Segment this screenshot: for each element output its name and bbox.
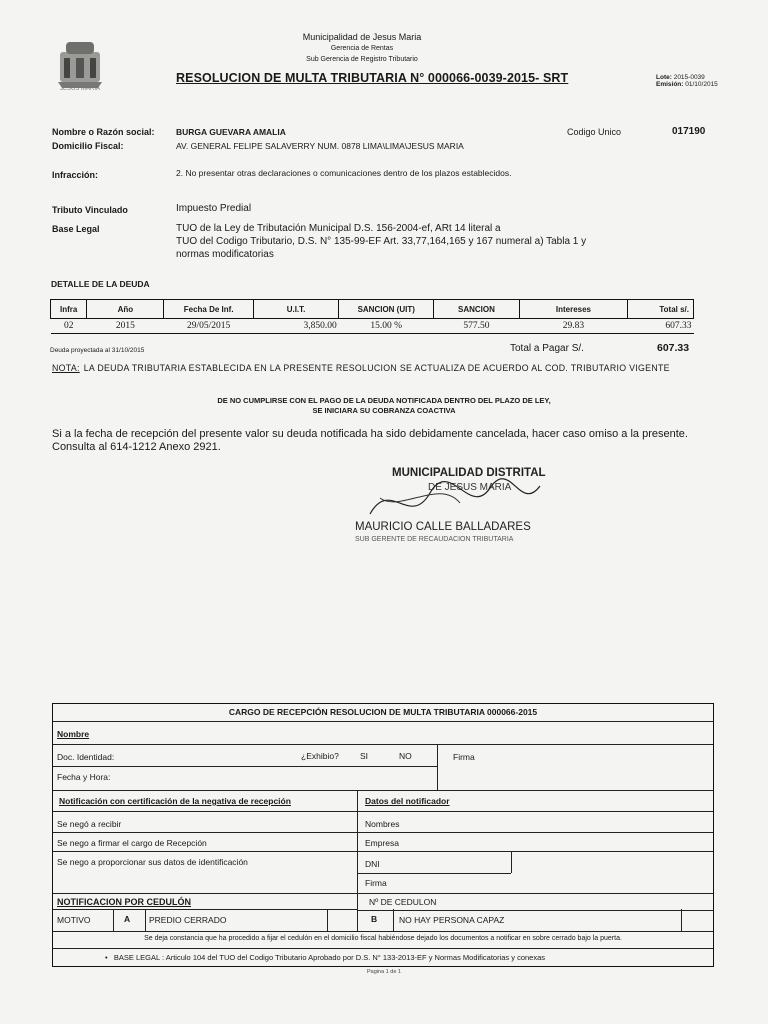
tributo-label: Tributo Vinculado <box>52 205 128 215</box>
total-label: Total a Pagar S/. <box>510 343 584 354</box>
cell-total: 607.33 <box>628 319 694 334</box>
base-legal-label: Base Legal <box>52 224 100 234</box>
table-row <box>51 319 694 334</box>
paid-text: Si a la fecha de recepción del presente valor su deuda notificada ha sido debidamente cancelada, hacer caso omiso a la presente. <box>52 428 688 440</box>
debt-table <box>50 299 694 334</box>
stamp-name: MAURICIO CALLE BALLADARES <box>355 521 531 533</box>
base-legal-footer: • BASE LEGAL : Articulo 104 del TUO del Codigo Tributario Aprobado por D.S. N° 133-2013-EF y Normas Modificatorias y conexas <box>105 953 546 962</box>
emision-value: 01/10/2015 <box>685 81 718 88</box>
notif-title: Notificación con certificación de la negativa de recepción <box>59 796 291 806</box>
office-name: Gerencia de Rentas <box>330 45 394 52</box>
neg-option-3[interactable]: Se nego a proporcionar sus datos de identificación <box>57 857 248 867</box>
col-header: Infra <box>51 300 87 319</box>
address-label: Domicilio Fiscal: <box>52 141 124 151</box>
receipt-form <box>52 703 714 967</box>
predio-cerrado: PREDIO CERRADO <box>149 915 227 925</box>
official-stamp <box>350 458 575 558</box>
no-option[interactable]: NO <box>399 751 412 761</box>
cell-sancion-uit: 15.00 % <box>339 319 434 334</box>
dni-label: DNI <box>365 859 380 869</box>
cell-uit: 3,850.00 <box>253 319 338 334</box>
stamp-line1: MUNICIPALIDAD DISTRITAL <box>392 467 546 479</box>
page-number: Pagina 1 de 1 <box>367 969 401 975</box>
codigo-value: 017190 <box>672 126 706 137</box>
option-b[interactable]: B <box>371 914 378 924</box>
firma-label: Firma <box>453 752 475 762</box>
cell-sancion: 577.50 <box>434 319 519 334</box>
constancia-text: Se deja constancia que ha procedido a fijar el cedulón en el domicilio fiscal habiéndose dejado los documentos a notificar en sobre cerrado bajo la puerta. <box>144 935 622 942</box>
emision-label: Emisión: <box>656 81 684 88</box>
note-paragraph <box>52 362 712 374</box>
base-legal-line: TUO de la Ley de Tributación Municipal D.S. 156-2004-ef, ARt 14 literal a <box>176 223 501 234</box>
doc-label: Doc. Identidad: <box>57 752 115 762</box>
exhibio-label: ¿Exhibio? <box>301 751 339 761</box>
empresa-label: Empresa <box>365 838 400 848</box>
projected-date: Deuda proyectada al 31/10/2015 <box>50 347 145 354</box>
col-header: Total s/. <box>628 300 694 319</box>
fecha-label: Fecha y Hora: <box>57 772 111 782</box>
lote-label: Lote: <box>656 74 672 81</box>
nombre-label: Nombre <box>57 729 90 739</box>
base-legal-line: TUO del Codigo Tributario, D.S. N° 135-99-EF Art. 33,77,164,165 y 167 numeral a) Tabla 1 y <box>176 236 587 247</box>
col-header: U.I.T. <box>253 300 338 319</box>
payment-note <box>52 428 710 454</box>
infraccion-value: 2. No presentar otras declaraciones o comunicaciones dentro de los plazos establecidos. <box>176 168 512 178</box>
firma2-label: Firma <box>365 878 387 888</box>
col-header: SANCION <box>434 300 519 319</box>
col-header: SANCION (UIT) <box>339 300 434 319</box>
infraccion-label: Infracción: <box>52 170 99 180</box>
base-legal-line: normas modificatorias <box>176 249 274 260</box>
note-label: NOTA: <box>52 363 80 373</box>
logo-caption: JESUS MARIA <box>59 86 100 92</box>
debt-section-title: DETALLE DE LA DEUDA <box>51 279 150 289</box>
collection-warning <box>0 396 768 416</box>
name-label: Nombre o Razón social: <box>52 127 155 137</box>
nombres-label: Nombres <box>365 819 400 829</box>
cell-infra: 02 <box>51 319 87 334</box>
note-text: LA DEUDA TRIBUTARIA ESTABLECIDA EN LA PRESENTE RESOLUCION SE ACTUALIZA DE ACUERDO AL COD. TRIBUTARIO VIGENTE <box>83 363 670 373</box>
neg-option-1[interactable]: Se negó a recibir <box>57 819 122 829</box>
base-legal-value <box>176 222 586 261</box>
cedulon-title: NOTIFICACION POR CEDULÓN <box>57 897 191 907</box>
warning-line: SE INICIARA SU COBRANZA COACTIVA <box>312 406 456 415</box>
municipality-name: Municipalidad de Jesus Maria <box>302 32 422 42</box>
stamp-line2: DE JESUS MARIA <box>428 482 512 493</box>
no-hay-persona: NO HAY PERSONA CAPAZ <box>399 915 505 925</box>
address-value: AV. GENERAL FELIPE SALAVERRY NUM. 0878 LIMA\LIMA\JESUS MARIA <box>176 141 464 151</box>
receipt-title: CARGO DE RECEPCIÓN RESOLUCION DE MULTA TRIBUTARIA 000066-2015 <box>228 707 538 717</box>
codigo-label: Codigo Unico <box>567 127 622 137</box>
option-a[interactable]: A <box>124 914 131 924</box>
stamp-role: SUB GERENTE DE RECAUDACION TRIBUTARIA <box>355 536 514 543</box>
tributo-value: Impuesto Predial <box>176 203 252 214</box>
motivo-label: MOTIVO <box>57 915 91 925</box>
lote-info <box>656 74 718 88</box>
debt-header-row <box>51 300 694 319</box>
si-option[interactable]: SI <box>360 751 369 761</box>
cell-interest: 29.83 <box>519 319 628 334</box>
neg-option-2[interactable]: Se nego a firmar el cargo de Recepción <box>57 838 207 848</box>
base-legal-footer-text: BASE LEGAL : Articulo 104 del TUO del Codigo Tributario Aprobado por D.S. N° 133-2013-EF y Normas Modificatorias y conexas <box>113 953 546 962</box>
cedulon-no-label: Nº DE CEDULON <box>369 897 437 907</box>
col-header: Fecha De Inf. <box>164 300 253 319</box>
notificador-title: Datos del notificador <box>365 796 450 806</box>
warning-line: DE NO CUMPLIRSE CON EL PAGO DE LA DEUDA NOTIFICADA DENTRO DEL PLAZO DE LEY, <box>217 396 551 405</box>
consulta-text: Consulta al 614-1212 Anexo 2921. <box>52 441 221 453</box>
total-value: 607.33 <box>657 342 690 354</box>
sub-office-name: Sub Gerencia de Registro Tributario <box>306 56 418 63</box>
lote-value: 2015-0039 <box>673 74 705 81</box>
cell-date: 29/05/2015 <box>164 319 253 334</box>
cell-year: 2015 <box>87 319 164 334</box>
name-value: BURGA GUEVARA AMALIA <box>176 127 286 137</box>
col-header: Año <box>87 300 164 319</box>
document-title: RESOLUCION DE MULTA TRIBUTARIA N° 000066-0039-2015- SRT <box>176 71 569 85</box>
col-header: Intereses <box>519 300 628 319</box>
